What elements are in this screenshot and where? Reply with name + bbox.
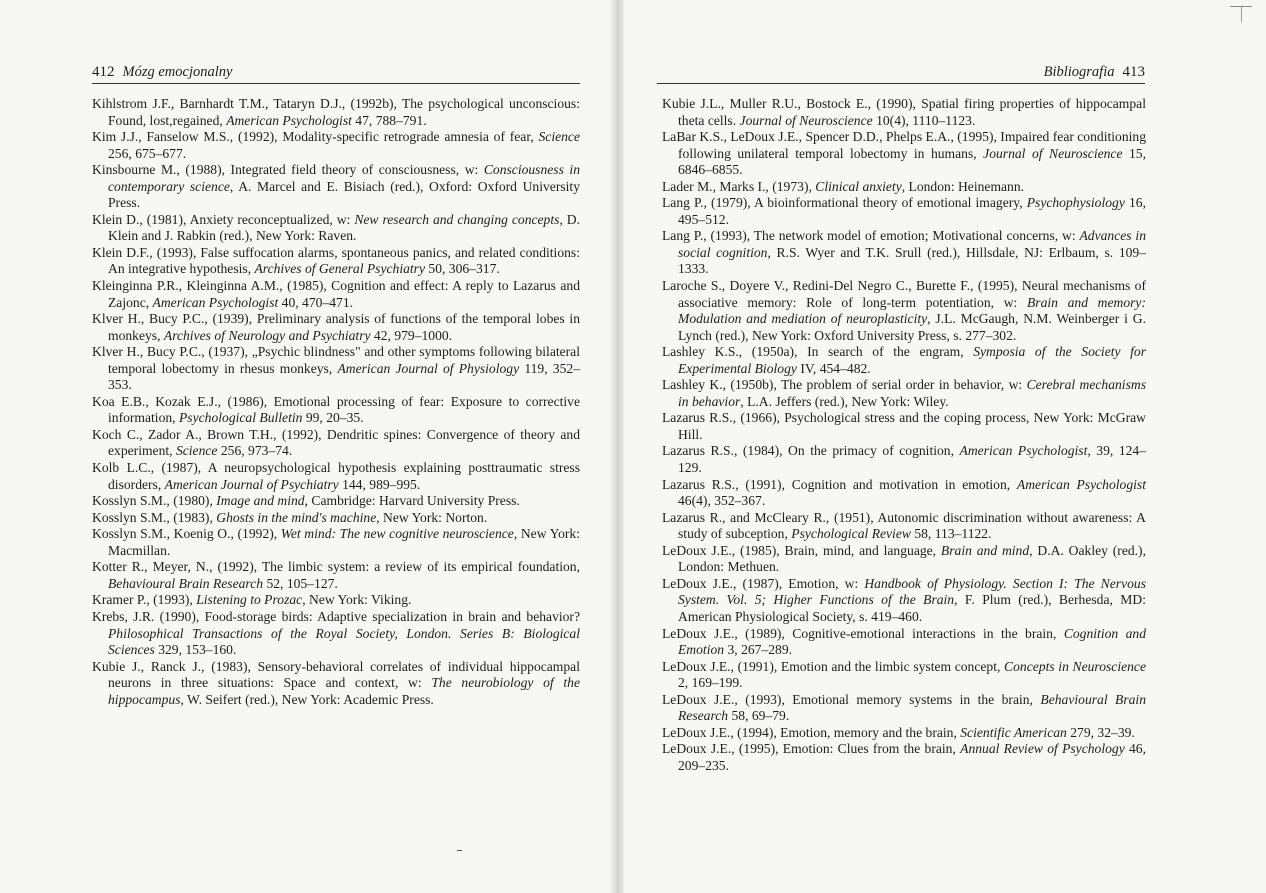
page-speck — [457, 850, 462, 851]
reference-entry: Lazarus R.S., (1966), Psychological stress and the coping process, New York: McGraw Hill. — [662, 410, 1146, 442]
reference-entry: Koa E.B., Kozak E.J., (1986), Emotional processing of fear: Exposure to corrective information, Psychological Bulletin 99, 20–35. — [92, 393, 580, 426]
reference-entry: LeDoux J.E., (1993), Emotional memory systems in the brain, Behavioural Brain Research 58, 69–79. — [662, 691, 1147, 724]
reference-entry: Kolb L.C., (1987), A neuropsychological hypothesis explaining posttraumatic stress disorders, American Journal of Psychiatry 144, 989–995. — [92, 460, 580, 492]
reference-entry: Kosslyn S.M., Koenig O., (1992), Wet mind: The new cognitive neuroscience, New York: Macmillan. — [92, 526, 580, 558]
right-running-title: Bibliografia — [1043, 64, 1115, 80]
reference-entry: Kosslyn S.M., (1983), Ghosts in the mind's machine, New York: Norton. — [92, 509, 488, 525]
reference-entry: Lang P., (1979), A bioinformational theory of emotional imagery, Psychophysiology 16, 495–512. — [662, 195, 1146, 227]
reference-entry: LeDoux J.E., (1995), Emotion: Clues from the brain, Annual Review of Psychology 46, 209–235. — [662, 741, 1147, 773]
reference-entry: Laroche S., Doyere V., Redini-Del Negro C., Burette F., (1995), Neural mechanisms of associative memory: Role of long-term potentiation, w: Brain and memory: Modulation and mediation of neuroplasticity, J.L. McGaugh, N.M. Weinberger i G. Lynch (red.), New York: Oxford University Press, s. 277–302. — [662, 278, 1146, 343]
reference-entry: Krebs, J.R. (1990), Food-storage birds: Adaptive specialization in brain and behavior? Philosophical Transactions of the Royal Society, London. Series B: Biological Sciences 329, 153–160. — [92, 608, 580, 658]
right-page — [622, 0, 1266, 893]
reference-entry: Kihlstrom J.F., Barnhardt T.M., Tataryn D.J., (1992b), The psychological unconscious: Found, lost,regained, American Psychologist 47, 788–791. — [92, 96, 580, 128]
left-running-header — [92, 64, 580, 84]
reference-entry: Kubie J., Ranck J., (1983), Sensory-behavioral correlates of individual hippocampal neurons in three situations: Space and context, w: The neurobiology of the hippocampus, W. Seifert (red.), New York: Academic Press. — [92, 658, 580, 707]
reference-entry: Klein D., (1981), Anxiety reconceptualized, w: New research and changing concepts, D. Klein and J. Rabkin (red.), New York: Raven. — [92, 211, 581, 244]
reference-entry: Kosslyn S.M., (1980), Image and mind, Cambridge: Harvard University Press. — [92, 493, 520, 509]
reference-entry: Klver H., Bucy P.C., (1939), Preliminary analysis of functions of the temporal lobes in monkeys, Archives of Neurology and Psychiatry 42, 979–1000. — [92, 311, 580, 343]
reference-entry: Klein D.F., (1993), False suffocation alarms, spontaneous panics, and related conditions: An integrative hypothesis, Archives of General Psychiatry 50, 306–317. — [92, 244, 580, 277]
reference-entry: Klver H., Bucy P.C., (1937), „Psychic blindness" and other symptoms following bilateral temporal lobectomy in rhesus monkeys, American Journal of Physiology 119, 352–353. — [92, 344, 580, 393]
reference-entry: Kotter R., Meyer, N., (1992), The limbic system: a review of its empirical foundation, Behavioural Brain Research 52, 105–127. — [92, 559, 580, 591]
reference-entry: Kubie J.L., Muller R.U., Bostock E., (1990), Spatial firing properties of hippocampal theta cells. Journal of Neuroscience 10(4), 1110–1123. — [662, 96, 1146, 128]
left-page-number: 412 — [92, 64, 115, 80]
right-running-header — [657, 64, 1145, 84]
right-reference-list — [662, 96, 1146, 774]
reference-entry: LaBar K.S., LeDoux J.E., Spencer D.D., Phelps E.A., (1995), Impaired fear conditioning following unilateral temporal lobectomy in humans, Journal of Neuroscience 15, 6846–6855. — [662, 129, 1146, 178]
reference-entry: Lazarus R.S., (1991), Cognition and motivation in emotion, American Psychologist 46(4), 352–367. — [662, 476, 1146, 509]
left-reference-list — [92, 96, 580, 708]
right-page-number: 413 — [1122, 64, 1145, 80]
left-page — [0, 0, 622, 893]
reference-entry: LeDoux J.E., (1994), Emotion, memory and the brain, Scientific American 279, 32–39. — [662, 724, 1135, 740]
reference-entry: Lang P., (1993), The network model of emotion; Motivational concerns, w: Advances in social cognition, R.S. Wyer and T.K. Srull (red.), Hillsdale, NJ: Erlbaum, s. 109–1333. — [662, 228, 1147, 277]
reference-entry: Kramer P., (1993), Listening to Prozac, New York: Viking. — [92, 592, 412, 608]
reference-entry: LeDoux J.E., (1991), Emotion and the limbic system concept, Concepts in Neuroscience 2, 169–199. — [662, 658, 1146, 691]
reference-entry: Lader M., Marks I., (1973), Clinical anxiety, London: Heinemann. — [662, 178, 1025, 194]
reference-entry: Koch C., Zador A., Brown T.H., (1992), Dendritic spines: Convergence of theory and experiment, Science 256, 973–74. — [92, 426, 580, 459]
reference-entry: Kinsbourne M., (1988), Integrated field theory of consciousness, w: Consciousness in contemporary science, A. Marcel and E. Bisiach (red.), Oxford: Oxford University Press. — [92, 162, 580, 211]
reference-entry: Kleinginna P.R., Kleinginna A.M., (1985), Cognition and effect: A reply to Lazarus and Zajonc, American Psychologist 40, 470–471. — [92, 278, 580, 310]
reference-entry: Lashley K., (1950b), The problem of serial order in behavior, w: Cerebral mechanisms in behavior, L.A. Jeffers (red.), New York: Wiley. — [662, 377, 1146, 409]
reference-entry: Lashley K.S., (1950a), In search of the engram, Symposia of the Society for Experimental Biology IV, 454–482. — [662, 344, 1146, 376]
reference-entry: Kim J.J., Fanselow M.S., (1992), Modality-specific retrograde amnesia of fear, Science 256, 675–677. — [92, 129, 580, 161]
scan-corner-mark-vertical — [1241, 6, 1242, 22]
reference-entry: LeDoux J.E., (1987), Emotion, w: Handbook of Physiology. Section I: The Nervous System. Vol. 5; Higher Functions of the Brain, F. Plum (red.), Berhesda, MD: American Physiological Society, s. 419–460. — [662, 575, 1146, 624]
left-running-title: Mózg emocjonalny — [122, 64, 233, 80]
reference-entry: LeDoux J.E., (1989), Cognitive-emotional interactions in the brain, Cognition and Emotion 3, 267–289. — [662, 625, 1147, 658]
reference-entry: LeDoux J.E., (1985), Brain, mind, and language, Brain and mind, D.A. Oakley (red.), London: Methuen. — [662, 542, 1146, 575]
reference-entry: Lazarus R., and McCleary R., (1951), Autonomic discrimination without awareness: A study of subception, Psychological Review 58, 113–1122. — [662, 509, 1146, 542]
reference-entry: Lazarus R.S., (1984), On the primacy of cognition, American Psychologist, 39, 124–129. — [662, 443, 1147, 476]
